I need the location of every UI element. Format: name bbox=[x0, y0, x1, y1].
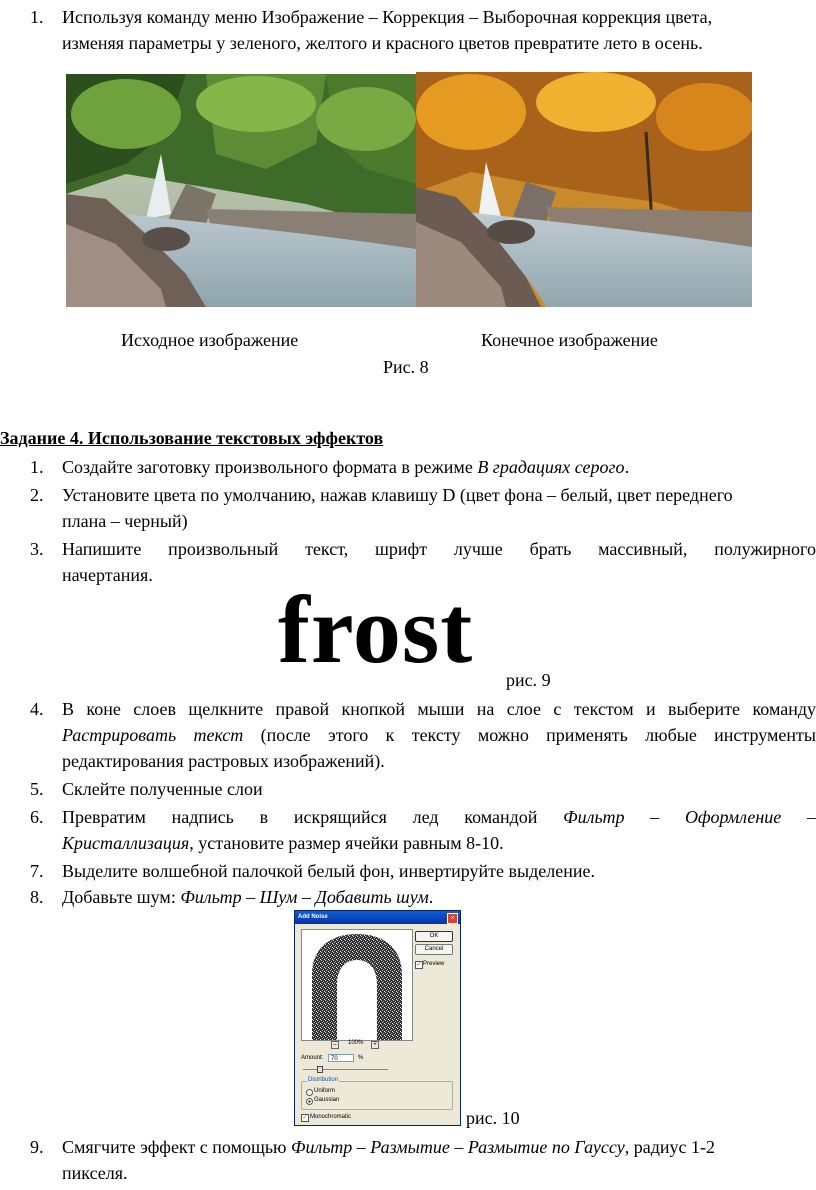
list-text: редактирования растровых изображений). bbox=[62, 751, 385, 771]
list-text: Напишите произвольный текст, шрифт лучше брать массивный, полужирного bbox=[62, 539, 816, 559]
autumn-photo bbox=[416, 72, 752, 307]
list-text: Растрировать текст (после этого к тексту можно применять любые инструменты bbox=[62, 725, 816, 745]
cancel-button[interactable]: Cancel bbox=[415, 944, 453, 955]
figure-9-caption: рис. 9 bbox=[506, 670, 551, 690]
list-text: Создайте заготовку произвольного формата в режиме В градациях серого. bbox=[62, 457, 630, 477]
monochromatic-checkbox[interactable]: ✓ bbox=[302, 1115, 308, 1121]
list-number: 9. bbox=[30, 1137, 44, 1157]
list-text: Смягчите эффект с помощью Фильтр – Размытие – Размытие по Гауссу, радиус 1-2 bbox=[62, 1137, 716, 1157]
list-text: начертания. bbox=[62, 565, 153, 585]
slider-handle[interactable] bbox=[317, 1066, 323, 1073]
list-number: 2. bbox=[30, 485, 44, 505]
dialog-titlebar bbox=[295, 911, 460, 924]
figure-8-caption: Рис. 8 bbox=[383, 357, 429, 377]
list-number: 6. bbox=[30, 807, 44, 827]
dialog-title: Add Noise bbox=[298, 914, 328, 920]
caption-original: Исходное изображение bbox=[121, 330, 299, 350]
noise-preview-image bbox=[302, 930, 412, 1040]
amount-unit: % bbox=[358, 1055, 364, 1061]
distribution-label: Distribution bbox=[308, 1077, 339, 1083]
summer-photo bbox=[66, 74, 416, 307]
zoom-level: 100% bbox=[348, 1040, 364, 1046]
list-text: Превратим надпись в искрящийся лед командой Фильтр – Оформление – bbox=[62, 807, 816, 827]
preview-pane[interactable] bbox=[301, 929, 413, 1041]
distribution-group bbox=[301, 1081, 453, 1110]
list-text: Используя команду меню Изображение – Коррекция – Выборочная коррекция цвета, bbox=[62, 7, 713, 27]
list-number: 1. bbox=[30, 7, 44, 27]
list-text: Установите цвета по умолчанию, нажав клавишу D (цвет фона – белый, цвет переднего bbox=[62, 485, 733, 505]
frost-sample-text: frost bbox=[278, 576, 474, 683]
zoom-in-button[interactable]: + bbox=[371, 1041, 379, 1049]
list-text: Добавьте шум: Фильтр – Шум – Добавить шум. bbox=[62, 887, 434, 907]
amount-input[interactable]: 70 bbox=[328, 1054, 354, 1062]
list-text: плана – черный) bbox=[62, 511, 188, 531]
gaussian-radio[interactable] bbox=[306, 1098, 313, 1105]
zoom-out-button[interactable]: – bbox=[331, 1041, 339, 1049]
caption-result: Конечное изображение bbox=[481, 330, 658, 350]
list-number: 3. bbox=[30, 539, 44, 559]
amount-label: Amount: bbox=[301, 1055, 324, 1061]
autumn-landscape-image bbox=[416, 72, 752, 307]
list-text: Склейте полученные слои bbox=[62, 779, 263, 799]
list-text: Кристаллизация, установите размер ячейки равным 8-10. bbox=[62, 833, 504, 853]
list-text: пикселя. bbox=[62, 1163, 128, 1183]
close-icon[interactable]: × bbox=[447, 913, 458, 924]
monochromatic-label: Monochromatic bbox=[310, 1114, 352, 1120]
preview-label: Preview bbox=[423, 961, 445, 967]
ok-button[interactable]: OK bbox=[415, 931, 453, 942]
list-text: Выделите волшебной палочкой белый фон, инвертируйте выделение. bbox=[62, 861, 595, 881]
preview-checkbox[interactable]: ✓ bbox=[416, 962, 422, 968]
figure-10-caption: рис. 10 bbox=[466, 1108, 520, 1128]
list-text: В коне слоев щелкните правой кнопкой мыши на слое с текстом и выберите команду bbox=[62, 699, 816, 719]
section-heading: Задание 4. Использование текстовых эффектов bbox=[0, 428, 384, 448]
list-number: 5. bbox=[30, 779, 44, 799]
list-number: 7. bbox=[30, 861, 44, 881]
amount-slider[interactable] bbox=[303, 1069, 388, 1070]
add-noise-dialog bbox=[294, 910, 461, 1126]
summer-landscape-image bbox=[66, 74, 416, 307]
list-number: 1. bbox=[30, 457, 44, 477]
gaussian-label: Gaussian bbox=[314, 1097, 340, 1103]
uniform-radio[interactable] bbox=[306, 1089, 313, 1096]
uniform-label: Uniform bbox=[314, 1088, 336, 1094]
list-number: 8. bbox=[30, 887, 44, 907]
list-text: изменяя параметры у зеленого, желтого и красного цветов превратите лето в осень. bbox=[62, 33, 703, 53]
list-number: 4. bbox=[30, 699, 44, 719]
